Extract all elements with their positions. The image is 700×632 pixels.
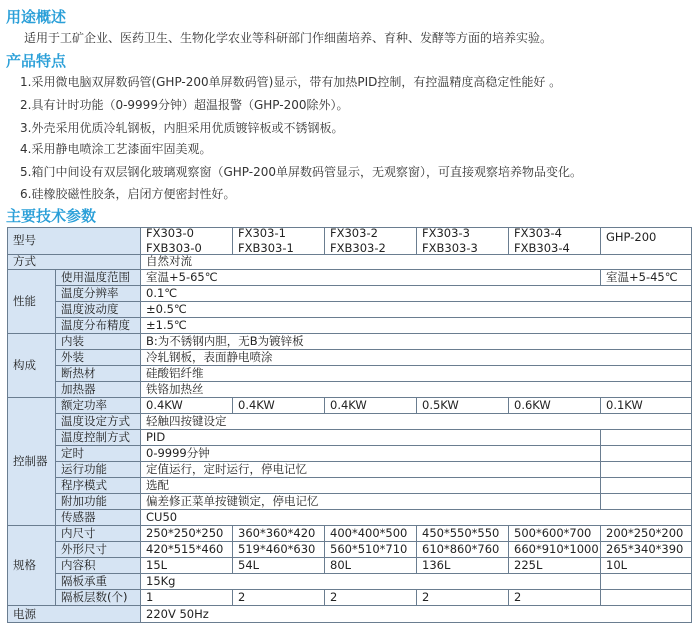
uniformity-label: 温度分布精度	[55, 317, 140, 333]
volume-value: 15L	[140, 557, 232, 573]
power-supply-label: 电源	[7, 605, 140, 623]
extra-label: 附加功能	[55, 493, 140, 509]
control-label: 温度控制方式	[55, 429, 140, 445]
structure-label: 构成	[7, 333, 55, 397]
load-value-ghp	[600, 573, 692, 589]
uniformity-value: ±1.5℃	[140, 317, 692, 333]
outer-size-value: 265*340*390	[600, 541, 692, 557]
control-value-ghp	[600, 429, 692, 445]
controller-label: 控制器	[7, 397, 55, 525]
outer-size-value: 660*910*1000	[508, 541, 600, 557]
model-header: FX303-4 FXB303-4	[508, 227, 600, 254]
inner-value: B:为不锈钢内胆，无B为镀锌板	[140, 333, 692, 349]
sensor-value: CU50	[140, 509, 692, 525]
program-value-ghp	[600, 477, 692, 493]
inner-size-value: 450*550*550	[416, 525, 508, 541]
control-value: PID	[140, 429, 600, 445]
power-value: 0.1KW	[600, 397, 692, 413]
extra-value-ghp	[600, 493, 692, 509]
outer-size-value: 519*460*630	[232, 541, 324, 557]
spec-table	[7, 227, 692, 623]
shelves-value: 1	[140, 589, 232, 605]
volume-value: 225L	[508, 557, 600, 573]
outer-size-value: 610*860*760	[416, 541, 508, 557]
model-header: FX303-2 FXB303-2	[324, 227, 416, 254]
volume-value: 10L	[600, 557, 692, 573]
shelves-label: 隔板层数(个)	[55, 589, 140, 605]
load-label: 隔板承重	[55, 573, 140, 589]
shelves-value: 2	[508, 589, 600, 605]
temp-range-label: 使用温度范围	[55, 269, 140, 285]
feature-item: 6.硅橡胶磁性胶条，启闭方便密封性好。	[20, 187, 236, 201]
power-value: 0.4KW	[324, 397, 416, 413]
temp-range-ghp: 室温+5-45℃	[600, 269, 692, 285]
power-supply-value: 220V 50Hz	[140, 605, 692, 623]
power-value: 0.4KW	[140, 397, 232, 413]
volume-value: 54L	[232, 557, 324, 573]
feature-item: 3.外壳采用优质冷轧钢板，内胆采用优质镀锌板或不锈钢板。	[20, 121, 344, 135]
inner-size-value: 200*250*200	[600, 525, 692, 541]
feature-item: 5.箱门中间设有双层钢化玻璃观察窗（GHP-200单屏数码管显示，无观察窗），可直接观察培养物品变化。	[20, 165, 582, 179]
program-value: 选配	[140, 477, 600, 493]
function-label: 运行功能	[55, 461, 140, 477]
function-value-ghp	[600, 461, 692, 477]
volume-label: 内容积	[55, 557, 140, 573]
method-label: 方式	[7, 254, 140, 269]
spec-title: 主要技术参数	[6, 207, 97, 225]
insulation-label: 断热材	[55, 365, 140, 381]
model-header: FX303-3 FXB303-3	[416, 227, 508, 254]
shelves-value: 2	[232, 589, 324, 605]
program-label: 程序模式	[55, 477, 140, 493]
power-label: 额定功率	[55, 397, 140, 413]
shelves-value: 2	[416, 589, 508, 605]
setting-value: 轻触四按键设定	[140, 413, 692, 429]
outer-size-value: 420*515*460	[140, 541, 232, 557]
inner-size-value: 400*400*500	[324, 525, 416, 541]
load-value: 15Kg	[140, 573, 600, 589]
features-title: 产品特点	[6, 52, 67, 70]
feature-item: 2.具有计时功能（0-9999分钟）超温报警（GHP-200除外）。	[20, 98, 349, 112]
fluctuation-label: 温度波动度	[55, 301, 140, 317]
timer-value-ghp	[600, 445, 692, 461]
outer-size-value: 560*510*710	[324, 541, 416, 557]
resolution-value: 0.1℃	[140, 285, 692, 301]
model-header: FX303-1 FXB303-1	[232, 227, 324, 254]
extra-value: 偏差修正菜单按键锁定，停电记忆	[140, 493, 600, 509]
fluctuation-value: ±0.5℃	[140, 301, 692, 317]
outer-value: 冷轧钢板，表面静电喷涂	[140, 349, 692, 365]
model-header: GHP-200	[600, 227, 692, 254]
power-value: 0.6KW	[508, 397, 600, 413]
power-value: 0.4KW	[232, 397, 324, 413]
model-label: 型号	[7, 227, 140, 254]
outer-label: 外装	[55, 349, 140, 365]
power-value: 0.5KW	[416, 397, 508, 413]
heater-label: 加热器	[55, 381, 140, 397]
inner-size-label: 内尺寸	[55, 525, 140, 541]
shelves-value: 2	[324, 589, 416, 605]
usage-title: 用途概述	[6, 8, 67, 26]
volume-value: 80L	[324, 557, 416, 573]
heater-value: 铁铬加热丝	[140, 381, 692, 397]
inner-size-value: 500*600*700	[508, 525, 600, 541]
insulation-value: 硅酸铝纤维	[140, 365, 692, 381]
function-value: 定值运行，定时运行，停电记忆	[140, 461, 600, 477]
usage-text: 适用于工矿企业、医药卫生、生物化学农业等科研部门作细菌培养、育种、发酵等方面的培养实验。	[24, 31, 553, 45]
model-header: FX303-0 FXB303-0	[140, 227, 232, 254]
spec-label: 规格	[7, 525, 55, 605]
resolution-label: 温度分辨率	[55, 285, 140, 301]
timer-label: 定时	[55, 445, 140, 461]
volume-value: 136L	[416, 557, 508, 573]
inner-label: 内装	[55, 333, 140, 349]
inner-size-value: 360*360*420	[232, 525, 324, 541]
sensor-label: 传感器	[55, 509, 140, 525]
performance-label: 性能	[7, 269, 55, 333]
timer-value: 0-9999分钟	[140, 445, 600, 461]
feature-item: 1.采用微电脑双屏数码管(GHP-200单屏数码管)显示，带有加热PID控制，有控温精度高稳定性能好 。	[20, 75, 562, 89]
setting-label: 温度设定方式	[55, 413, 140, 429]
feature-item: 4.采用静电喷涂工艺漆面牢固美观。	[20, 142, 212, 156]
inner-size-value: 250*250*250	[140, 525, 232, 541]
outer-size-label: 外形尺寸	[55, 541, 140, 557]
method-value: 自然对流	[140, 254, 692, 269]
shelves-value	[600, 589, 692, 605]
temp-range-value: 室温+5-65℃	[140, 269, 600, 285]
